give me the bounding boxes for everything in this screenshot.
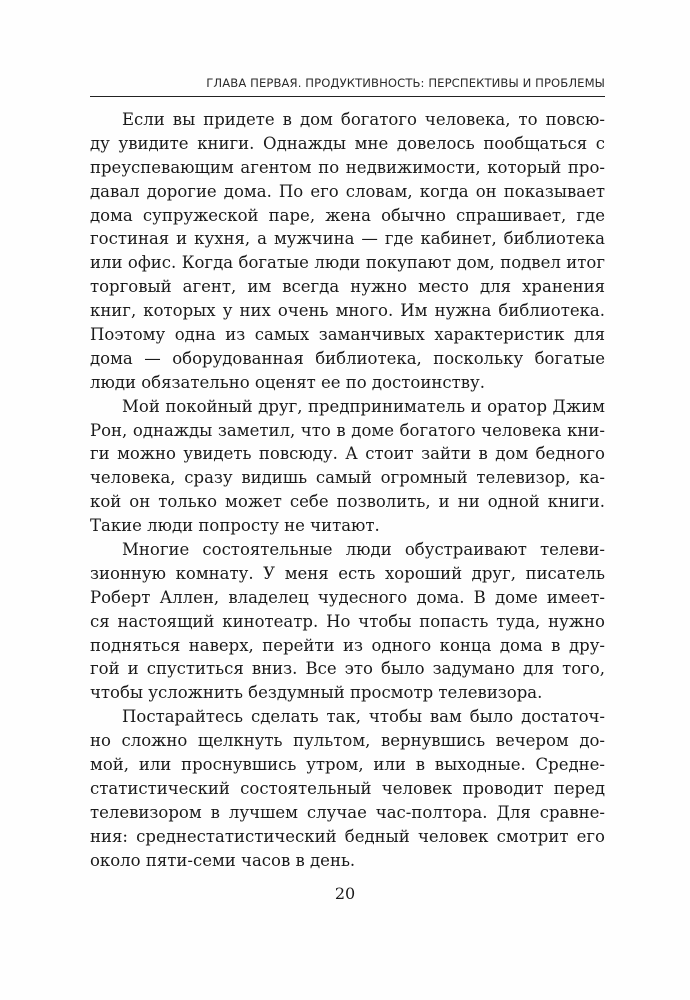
text-line: телевизором в лучшем случае час-полтора. Для сравне- — [90, 802, 605, 822]
text-line: дома — оборудованная библиотека, поскольку богатые — [90, 348, 605, 368]
text-line: мой, или проснувшись утром, или в выходные. Средне- — [90, 755, 605, 775]
text-line: чтобы усложнить бездумный просмотр телевизора. — [90, 683, 543, 703]
text-line: статистический состоятельный человек проводит перед — [90, 778, 605, 798]
text-line: но сложно щелкнуть пультом, вернувшись вечером до- — [90, 731, 605, 751]
text-line: Многие состоятельные люди обустраивают телеви- — [122, 540, 605, 560]
text-line: ния: среднестатистический бедный человек смотрит его — [90, 826, 605, 846]
text-line: подняться наверх, перейти из одного конца дома в дру- — [90, 635, 605, 655]
text-line: ся настоящий кинотеатр. Но чтобы попасть туда, нужно — [90, 611, 605, 631]
text-line: кой он только может себе позволить, и ни одной книги. — [90, 492, 605, 512]
text-line: человека, сразу видишь самый огромный телевизор, ка- — [90, 468, 605, 488]
text-line: гой и спуститься вниз. Все это было задумано для того, — [90, 659, 605, 679]
text-line: Роберт Аллен, владелец чудесного дома. В доме имеет- — [90, 587, 605, 607]
text-line: Такие люди попросту не читают. — [90, 516, 380, 536]
text-line: торговый агент, им всегда нужно место для хранения — [90, 277, 605, 297]
text-line: Мой покойный друг, предприниматель и оратор Джим — [122, 396, 605, 416]
text-line: давал дорогие дома. По его словам, когда он показывает — [90, 181, 605, 201]
body-text — [90, 108, 605, 873]
text-line: Поэтому одна из самых заманчивых характеристик для — [90, 325, 605, 345]
text-line: ги можно увидеть повсюду. А стоит зайти в дом бедного — [90, 444, 605, 464]
text-line: зионную комнату. У меня есть хороший друг, писатель — [90, 563, 605, 583]
running-head: ГЛАВА ПЕРВАЯ. ПРОДУКТИВНОСТЬ: ПЕРСПЕКТИВЫ И ПРОБЛЕМЫ — [206, 76, 605, 90]
text-line: ду увидите книги. Однажды мне довелось пообщаться с — [90, 133, 605, 153]
text-line: Постарайтесь сделать так, чтобы вам было достаточ- — [122, 707, 605, 727]
header-rule — [90, 96, 605, 97]
page-number: 20 — [334, 884, 356, 903]
text-line: дома супружеской паре, жена обычно спрашивает, где — [90, 205, 605, 225]
text-line: Рон, однажды заметил, что в доме богатого человека кни- — [90, 420, 605, 440]
text-line: люди обязательно оценят ее по достоинству. — [90, 372, 485, 392]
text-line: или офис. Когда богатые люди покупают дом, подвел итог — [90, 253, 605, 273]
text-line: преуспевающим агентом по недвижимости, который про- — [90, 157, 605, 177]
text-line: гостиная и кухня, а мужчина — где кабинет, библиотека — [90, 229, 605, 249]
text-line: около пяти-семи часов в день. — [90, 850, 356, 870]
text-line: книг, которых у них очень много. Им нужна библиотека. — [90, 301, 605, 321]
text-line: Если вы придете в дом богатого человека, то повсю- — [122, 110, 605, 129]
